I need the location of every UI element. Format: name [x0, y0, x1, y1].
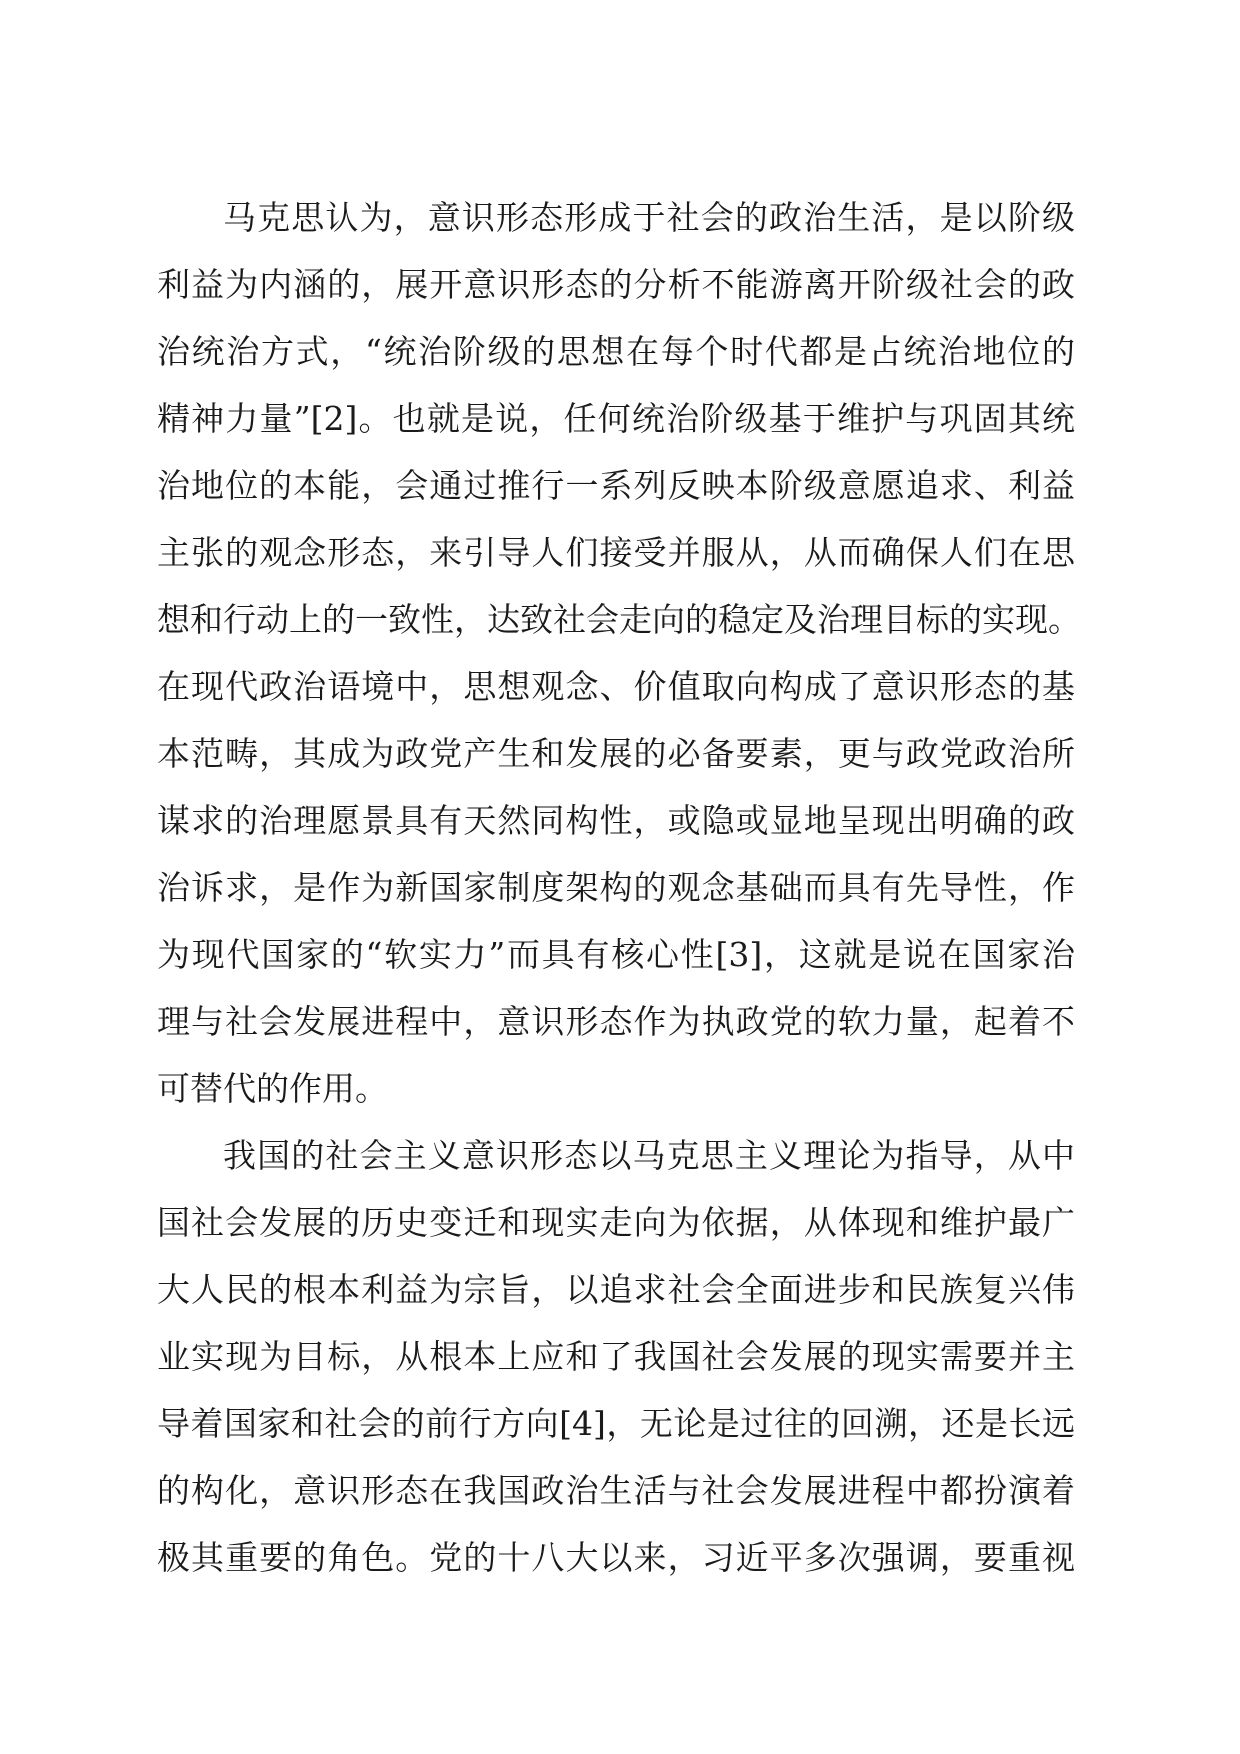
paragraph-line: 极其重要的角色。党的十八大以来，习近平多次强调，要重视	[157, 1538, 1075, 1577]
body-text	[157, 184, 1081, 1591]
paragraph-line: 导着国家和社会的前行方向[4]，无论是过往的回溯，还是长远	[157, 1404, 1075, 1443]
paragraph-line: 精神力量”[2]。也就是说，任何统治阶级基于维护与巩固其统	[157, 399, 1075, 438]
paragraph-line: 我国的社会主义意识形态以马克思主义理论为指导，从中	[223, 1136, 1075, 1175]
paragraph-line: 治诉求，是作为新国家制度架构的观念基础而具有先导性，作	[157, 868, 1075, 907]
paragraph-line: 国社会发展的历史变迁和现实走向为依据，从体现和维护最广	[157, 1203, 1075, 1242]
paragraph-line: 本范畴，其成为政党产生和发展的必备要素，更与政党政治所	[157, 734, 1075, 773]
paragraph-line: 理与社会发展进程中，意识形态作为执政党的软力量，起着不	[157, 1002, 1075, 1041]
paragraph-line: 治统治方式，“统治阶级的思想在每个时代都是占统治地位的	[157, 332, 1075, 371]
paragraph-line: 大人民的根本利益为宗旨，以追求社会全面进步和民族复兴伟	[157, 1270, 1075, 1309]
paragraph-line: 想和行动上的一致性，达致社会走向的稳定及治理目标的实现。	[157, 600, 1081, 639]
paragraph-1	[157, 184, 1081, 1122]
paragraph-line: 的构化，意识形态在我国政治生活与社会发展进程中都扮演着	[157, 1471, 1075, 1510]
paragraph-line: 马克思认为，意识形态形成于社会的政治生活，是以阶级	[223, 198, 1075, 237]
paragraph-line: 利益为内涵的，展开意识形态的分析不能游离开阶级社会的政	[157, 265, 1075, 304]
paragraph-line: 业实现为目标，从根本上应和了我国社会发展的现实需要并主	[157, 1337, 1075, 1376]
paragraph-line: 可替代的作用。	[157, 1069, 388, 1108]
paragraph-line: 在现代政治语境中，思想观念、价值取向构成了意识形态的基	[157, 667, 1075, 706]
paragraph-2	[157, 1122, 1075, 1591]
paragraph-line: 谋求的治理愿景具有天然同构性，或隐或显地呈现出明确的政	[157, 801, 1075, 840]
paragraph-line: 为现代国家的“软实力”而具有核心性[3]，这就是说在国家治	[157, 935, 1075, 974]
paragraph-line: 治地位的本能，会通过推行一系列反映本阶级意愿追求、利益	[157, 466, 1075, 505]
paragraph-line: 主张的观念形态，来引导人们接受并服从，从而确保人们在思	[157, 533, 1075, 572]
